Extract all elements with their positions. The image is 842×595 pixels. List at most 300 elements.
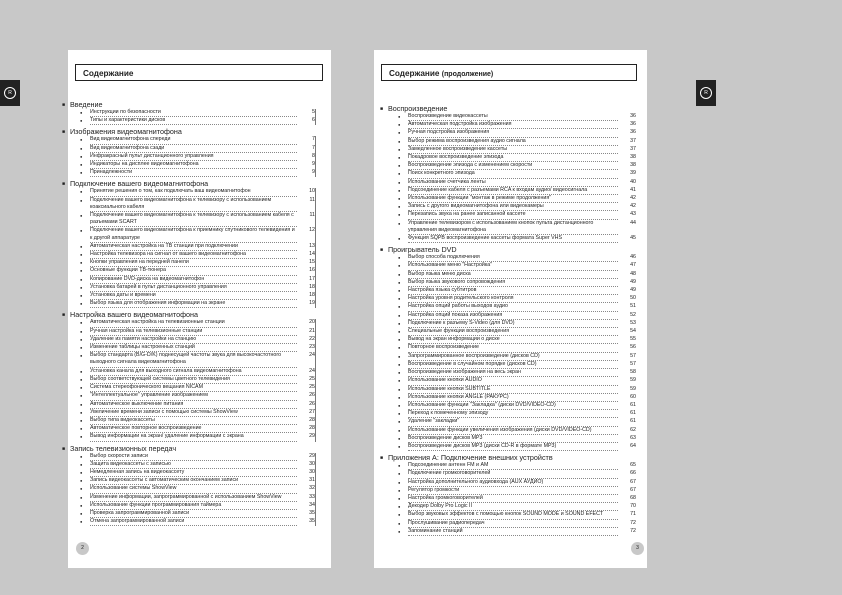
entry-page: 58 [630,369,636,376]
left-page-title: Содержание [75,64,323,81]
entry-title: Использование счетчика ленты [408,179,618,187]
entry-page: 13 [309,242,315,249]
entry-page: 40 [630,178,636,185]
entry-title: Кнопки управления на передней панели [90,259,297,267]
language-badge: R [700,87,712,99]
bullet-icon: ● [398,212,401,218]
bullet-icon: ● [80,118,83,124]
entry-title: Воспроизведение изображения на весь экран [408,369,618,377]
bullet-icon: ● [398,487,401,493]
bullet-icon: ● [80,170,83,176]
entry-page: 67 [630,478,636,485]
toc-entry[interactable] [380,435,636,443]
entry-title: Настройка опций показа изображения [408,312,618,320]
bullet-icon: ● [80,228,83,234]
entry-title: Изменение информации, запрограммированной с использованием ShowView [90,494,297,502]
entry-title: Выбор режима воспроизведения аудио сигнала [408,138,618,146]
toc-entry[interactable] [380,320,636,328]
entry-title: Прослушивание радиопередач [408,520,618,528]
entry-page: 52 [630,311,636,318]
entry-page: 64 [630,442,636,449]
entry-page: 5 [312,109,315,115]
right-page-title: Содержание (продолжение) [381,64,637,81]
section-items [380,254,636,451]
bullet-icon: ● [398,204,401,210]
toc-entry[interactable] [62,153,315,161]
entry-title: Выбор языка для отображения информации на экране [90,300,297,308]
bullet-icon: ● [398,471,401,477]
toc-entry[interactable] [380,410,636,418]
entry-page: 37 [630,145,636,152]
toc-entry[interactable] [380,418,636,426]
bullet-icon: ● [80,494,83,500]
bullet-icon: ● [398,122,401,128]
toc-entry[interactable] [380,279,636,287]
left-page-number: 2 [76,542,89,555]
entry-page: 60 [630,393,636,400]
bullet-icon: ● [80,301,83,307]
entry-title: Изменение таблицы настроенных станций [90,344,297,352]
entry-page: 41 [630,186,636,193]
entry-page: 59 [630,385,636,392]
entry-page: 32 [309,485,315,492]
entry-title: Инфракрасный пульт дистанционного управления [90,153,297,161]
entry-page: 54 [630,328,636,335]
section-title: Запись телевизионных передач [70,443,177,453]
bullet-icon: ● [398,163,401,169]
toc-entry[interactable] [62,243,315,251]
toc-entry[interactable] [380,271,636,279]
toc-entry[interactable] [380,353,636,361]
entry-page: 12 [309,227,315,234]
section-title: Приложения А: Подключение внешних устройств [388,453,553,463]
entry-title: Выбор способа подключения [408,254,618,262]
right-table-of-contents [380,104,636,538]
toc-entry[interactable] [380,503,636,511]
entry-title: Вид видеомагнитофона спереди [90,136,297,144]
entry-title: Использование функции "монтаж в режиме продолжения" [408,195,618,203]
section-title: Изображения видеомагнитофона [70,127,182,137]
section-title: Проигрыватель DVD [388,245,457,255]
toc-entry[interactable] [62,109,315,117]
bullet-icon: ● [398,114,401,119]
entry-title: Переход к помеченному эпизоду [408,410,618,418]
bullet-icon: ● [398,271,401,277]
entry-page: 35 [309,518,315,525]
toc-entry[interactable] [62,259,315,267]
entry-page: 36 [630,113,636,119]
toc-entry[interactable] [62,392,315,400]
bullet-icon: ● [398,312,401,318]
section-heading [380,453,636,462]
entry-page: 43 [630,211,636,218]
entry-title: Выбор звуковых эффектов с помощью кнопок SOUND MODE и SOUND EFECT [408,511,618,519]
toc-entry[interactable] [62,300,315,308]
toc-entry[interactable] [380,427,636,435]
section-bullet-icon: ■ [380,106,384,112]
toc-entry[interactable] [62,477,315,485]
toc-entry[interactable] [380,211,636,219]
entry-page: 22 [309,335,315,342]
section-title: Настройка вашего видеомагнитофона [70,310,198,320]
toc-entry[interactable] [380,344,636,352]
entry-page: 29 [309,452,315,459]
toc-entry[interactable] [380,495,636,503]
entry-page: 21 [309,327,315,334]
entry-title: Использование функции программирования таймера [90,502,297,510]
toc-entry[interactable] [380,170,636,178]
toc-entry[interactable] [380,195,636,203]
entry-page: 14 [309,251,315,258]
entry-title: Подсоединение антенн FM и AM [408,462,618,470]
entry-title: Запоминание станций [408,528,618,536]
toc-entry[interactable] [380,520,636,528]
bullet-icon: ● [398,329,401,335]
bullet-icon: ● [398,320,401,326]
entry-page: 28 [309,425,315,432]
entry-page: 38 [630,162,636,169]
toc-entry[interactable] [380,262,636,270]
entry-title: Автоматическое повторное воспроизведение [90,425,297,433]
bullet-icon: ● [398,138,401,144]
bullet-icon: ● [80,345,83,351]
entry-page: 17 [309,275,315,282]
entry-page: 28 [309,416,315,423]
bullet-icon: ● [80,385,83,391]
entry-title: Вывод на экран информации о диске [408,336,618,344]
bullet-icon: ● [80,486,83,492]
toc-entry[interactable] [62,376,315,384]
section-bullet-icon: ■ [62,445,66,452]
section-bullet-icon: ■ [62,102,66,108]
toc-entry[interactable] [380,303,636,311]
toc-entry[interactable] [62,453,315,461]
entry-title: Перезапись звука на ранее записанной кассете [408,211,618,219]
bullet-icon: ● [80,502,83,508]
entry-page: 25 [309,375,315,382]
toc-entry[interactable] [380,129,636,137]
right-side-tab [696,80,716,106]
toc-entry[interactable] [62,494,315,502]
bullet-icon: ● [398,512,401,518]
entry-page: 67 [630,486,636,493]
bullet-icon: ● [398,443,401,449]
entry-title: Подключение вашего видеомагнитофона к приемнику спутникового телевидения и к другой аппаратуре [90,227,297,242]
entry-title: Проверка запрограммированной записи [90,510,297,518]
entry-page: 45 [630,235,636,242]
bullet-icon: ● [398,463,401,469]
entry-page: 23 [309,344,315,351]
toc-entry[interactable] [380,479,636,487]
bullet-icon: ● [80,252,83,258]
entry-page: 9 [312,169,315,176]
bullet-icon: ● [398,495,401,501]
toc-entry[interactable] [62,276,315,284]
entry-page: 24 [309,367,315,374]
toc-entry[interactable] [62,319,315,327]
bullet-icon: ● [80,284,83,290]
entry-title: Использование кнопки AUDIO [408,377,618,385]
entry-title: Выбор соответствующей системы цветного телевидения [90,376,297,384]
toc-entry[interactable] [62,188,315,196]
toc-entry[interactable] [62,510,315,518]
entry-title: Использование системы ShowView [90,485,297,493]
bullet-icon: ● [398,179,401,185]
entry-title: Запись видеокассеты с автоматическим окончанием записи [90,477,297,485]
entry-page: 63 [630,434,636,441]
bullet-icon: ● [80,401,83,407]
toc-entry[interactable] [62,336,315,344]
entry-title: Автоматическая подстройка изображения [408,121,618,129]
entry-title: Функция SQPB воспроизведение кассеты формата Super VHS [408,235,618,243]
entry-title: Защита видеокассеты с записью [90,461,297,469]
bullet-icon: ● [80,426,83,432]
entry-page: 72 [630,519,636,526]
entry-page: 29 [309,433,315,440]
entry-title: Установка батарей в пульт дистанционного управления [90,284,297,292]
entry-page: 57 [630,360,636,367]
entry-title: Основные функции ТВ-тюнера [90,267,297,275]
bullet-icon: ● [80,110,83,115]
section-items [62,188,316,308]
entry-page: 36 [630,121,636,128]
bullet-icon: ● [398,130,401,136]
bullet-icon: ● [398,345,401,351]
entry-title: Удаление "закладки" [408,418,618,426]
entry-title: Увеличение времени записи с помощью системы ShowView [90,409,297,417]
bullet-icon: ● [80,260,83,266]
entry-page: 16 [309,267,315,274]
toc-entry[interactable] [62,197,315,212]
bullet-icon: ● [398,528,401,534]
entry-title: Настройка телевизора на сигнал от вашего видеомагнитофона [90,251,297,259]
language-badge: R [4,87,16,99]
entry-title: Воспроизведение в случайном порядке (дисков CD) [408,361,618,369]
bullet-icon: ● [80,137,83,143]
section-items [62,453,316,527]
entry-page: 48 [630,270,636,277]
entry-title: Ручная подстройка изображения [408,129,618,137]
entry-title: Выбор языка меню диска [408,271,618,279]
toc-entry[interactable] [62,469,315,477]
toc-entry[interactable] [62,267,315,275]
bullet-icon: ● [80,293,83,299]
toc-entry[interactable] [380,528,636,536]
section-heading [62,127,319,136]
entry-page: 55 [630,336,636,343]
entry-page: 15 [309,259,315,266]
bullet-icon: ● [80,376,83,382]
toc-entry[interactable] [380,361,636,369]
entry-title: Использование функции увеличения изображения (диски DVD/VIDEO-CD) [408,427,618,435]
bullet-icon: ● [398,402,401,408]
section-bullet-icon: ■ [62,181,66,188]
entry-page: 24 [309,352,315,359]
entry-page: 72 [630,527,636,534]
toc-entry[interactable] [380,443,636,451]
bullet-icon: ● [398,288,401,294]
entry-title: Немедленная запись на видеокассету [90,469,297,477]
entry-page: 33 [309,493,315,500]
toc-entry[interactable] [380,336,636,344]
toc-entry[interactable] [380,487,636,495]
section-items [62,109,316,125]
entry-page: 30 [309,460,315,467]
section-heading [62,444,319,453]
entry-page: 39 [630,170,636,177]
toc-entry[interactable] [380,386,636,394]
bullet-icon: ● [80,189,83,195]
section-heading [380,104,636,113]
section-bullet-icon: ■ [380,455,384,462]
entry-title: Замедленное воспроизведение кассеты [408,146,618,154]
toc-entry[interactable] [380,377,636,385]
toc-entry[interactable] [62,212,315,227]
entry-title: Автоматическая настройка на телевизионные станции [90,319,297,327]
entry-page: 42 [630,195,636,202]
bullet-icon: ● [80,478,83,484]
section-bullet-icon: ■ [380,247,384,254]
toc-entry[interactable] [62,227,315,242]
entry-title: Типы и характеристики дисков [90,117,297,125]
bullet-icon: ● [398,504,401,510]
toc-entry[interactable] [380,113,636,121]
toc-entry[interactable] [62,409,315,417]
entry-title: "Интеллектуальное" управление изображением [90,392,297,400]
toc-entry[interactable] [380,369,636,377]
entry-page: 18 [309,292,315,299]
entry-title: Вид видеомагнитофона сзади [90,145,297,153]
toc-entry[interactable] [62,425,315,433]
toc-entry[interactable] [62,145,315,153]
bullet-icon: ● [80,434,83,440]
toc-entry[interactable] [62,136,315,144]
bullet-icon: ● [80,145,83,151]
bullet-icon: ● [80,353,83,359]
toc-entry[interactable] [62,461,315,469]
entry-title: Удаление из памяти настройки на станцию [90,336,297,344]
entry-page: 9 [312,161,315,168]
section-heading [62,179,319,188]
toc-entry[interactable] [380,220,636,235]
toc-entry[interactable] [380,187,636,195]
entry-page: 68 [630,494,636,501]
bullet-icon: ● [80,268,83,274]
toc-entry[interactable] [380,394,636,402]
entry-title: Выбор типа видеокассеты [90,417,297,425]
toc-entry[interactable] [62,502,315,510]
toc-entry[interactable] [380,138,636,146]
bullet-icon: ● [398,146,401,152]
section-title: Воспроизведение [388,104,448,113]
entry-title: Ручная настройка на телевизионные станции [90,328,297,336]
entry-page: 30 [309,468,315,475]
entry-page: 49 [630,287,636,294]
toc-entry[interactable] [62,401,315,409]
entry-title: Вывод информации на экран/ удаление информации с экрана [90,433,297,441]
entry-page: 10 [309,188,315,195]
bullet-icon: ● [80,197,83,203]
toc-entry[interactable] [380,312,636,320]
toc-entry[interactable] [62,433,315,441]
toc-entry[interactable] [380,146,636,154]
entry-title: Индикаторы на дисплее видеомагнитофона [90,161,297,169]
entry-title: Подключение громкоговорителей [408,470,618,478]
bullet-icon: ● [398,255,401,261]
toc-entry[interactable] [62,284,315,292]
entry-page: 6 [312,117,315,124]
entry-title: Подключение к разъему S-Video (для DVD) [408,320,618,328]
toc-entry[interactable] [380,179,636,187]
toc-entry[interactable] [62,485,315,493]
bullet-icon: ● [398,520,401,526]
bullet-icon: ● [398,220,401,226]
left-side-tab [0,80,20,106]
entry-title: Настройка опций работы выходов аудио [408,303,618,311]
entry-page: 51 [630,303,636,310]
entry-title: Воспроизведение видеокассеты [408,113,618,121]
entry-page: 31 [309,477,315,484]
entry-title: Декодер Dolby Pro Logic II [408,503,618,511]
toc-entry[interactable] [380,154,636,162]
entry-page: 42 [630,203,636,210]
bullet-icon: ● [80,153,83,159]
toc-entry[interactable] [62,169,315,177]
entry-page: 34 [309,501,315,508]
toc-entry[interactable] [62,384,315,392]
toc-entry[interactable] [62,292,315,300]
section-title: Подключение вашего видеомагнитофона [70,179,209,189]
toc-entry[interactable] [62,161,315,169]
section-heading [380,245,636,254]
toc-entry[interactable] [380,328,636,336]
entry-page: 59 [630,377,636,384]
entry-page: 47 [630,262,636,269]
toc-entry[interactable] [62,368,315,376]
entry-page: 62 [630,426,636,433]
entry-page: 35 [309,509,315,516]
toc-entry[interactable] [62,117,315,125]
entry-title: Система стереофонического вещания NICAM [90,384,297,392]
bullet-icon: ● [80,320,83,326]
toc-entry[interactable] [380,235,636,243]
bullet-icon: ● [398,279,401,285]
toc-entry[interactable] [380,402,636,410]
entry-page: 7 [312,136,315,143]
toc-entry[interactable] [62,328,315,336]
toc-entry[interactable] [62,417,315,425]
bullet-icon: ● [80,213,83,219]
bullet-icon: ● [398,394,401,400]
right-page-number: 3 [631,542,644,555]
toc-entry[interactable] [380,162,636,170]
entry-title: Установка даты и времени [90,292,297,300]
entry-page: 27 [309,408,315,415]
toc-entry[interactable] [62,352,315,367]
entry-page: 25 [309,384,315,391]
entry-page: 11 [309,212,315,219]
bullet-icon: ● [80,336,83,342]
toc-entry[interactable] [62,518,315,526]
bullet-icon: ● [80,328,83,334]
bullet-icon: ● [398,353,401,359]
entry-page: 26 [309,392,315,399]
right-header-band [374,0,647,50]
entry-page: 19 [309,300,315,307]
toc-entry[interactable] [380,470,636,478]
left-table-of-contents [62,100,319,528]
toc-entry[interactable] [380,511,636,519]
